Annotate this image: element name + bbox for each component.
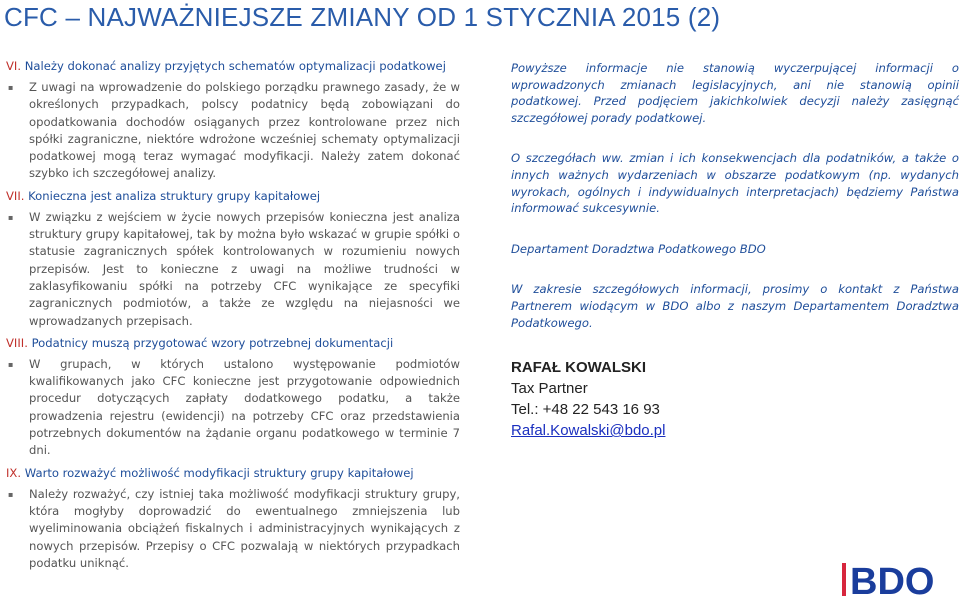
bullet-icon: ▪	[8, 212, 14, 222]
contact-name: RAFAŁ KOWALSKI	[511, 359, 646, 377]
disclaimer-text: Powyższe informacje nie stanowią wyczerpującej informacji o wprowadzonych zmianach legislacyjnych, ani nie stanowią opinii podatkowej. Przed podjęciem jakichkolwiek decyzji należy zasięgnąć szczegółowej porady podatkowej.	[511, 61, 959, 125]
section-number: IX.	[6, 465, 22, 480]
bdo-logo-text: BDO	[850, 561, 935, 598]
section-heading	[6, 58, 460, 74]
section-number: VIII.	[6, 335, 28, 350]
bullet-item	[6, 486, 460, 572]
bullet-text: W grupach, w których ustalono występowanie podmiotów kwalifikowanych jako CFC konieczne jest przygotowanie odpowiednich procedur dotyczących zapłaty dodatkowego podatku, a także prowadzenia rejestru (ewidencji) na potrzeby CFC oraz przedstawienia potrzebnych dokumentów na żądanie organu podatkowego w terminie 7 dni.	[29, 356, 460, 458]
section-viii	[6, 335, 460, 460]
contact-email-link[interactable]: Rafal.Kowalski@bdo.pl	[511, 422, 666, 440]
bullet-item	[6, 79, 460, 183]
bullet-icon: ▪	[8, 489, 14, 499]
left-column	[6, 58, 460, 577]
right-column	[511, 60, 959, 441]
contact-card	[511, 357, 959, 441]
bullet-icon: ▪	[8, 83, 14, 92]
section-number: VI.	[6, 59, 22, 73]
section-vi	[6, 58, 460, 183]
section-heading-text: Podatnicy muszą przygotować wzory potrzebnej dokumentacji	[31, 335, 394, 350]
page-title: CFC – NAJWAŻNIEJSZE ZMIANY OD 1 STYCZNIA 2015 (2)	[4, 2, 721, 32]
section-heading	[6, 335, 460, 351]
section-ix	[6, 465, 460, 572]
bullet-icon: ▪	[8, 359, 14, 369]
section-heading-text: Należy dokonać analizy przyjętych schematów optymalizacji podatkowej	[24, 59, 446, 73]
section-heading-text: Konieczna jest analiza struktury grupy kapitałowej	[28, 188, 321, 203]
bullet-text: Z uwagi na wprowadzenie do polskiego porządku prawnego zasady, że w określonych przypadkach, polscy podatnicy będą zobowiązani do opodatkowania dochodów osiąganych przez kontrolowane przez nich spółki zagraniczne, niektóre wdrożone wcześniej schematy optymalizacji podatkowej mogą teraz wymagać modyfikacji. Należy zatem dokonać szybko ich szczegółowej analizy.	[29, 80, 460, 181]
bullet-item	[6, 356, 460, 460]
section-heading-text: Warto rozważyć możliwość modyfikacji struktury grupy kapitałowej	[24, 465, 414, 480]
bullet-text: Należy rozważyć, czy istniej taka możliwość modyfikacji struktury grupy, która mogłyby doprowadzić do ewentualnego zmniejszenia lub wyeliminowania obciążeń fiskalnych i administracyjnych wynikających z nowych przepisów. Przepisy o CFC pozwalają w niektórych przypadkach podatku uniknąć.	[29, 486, 460, 570]
section-vii	[6, 188, 460, 330]
section-heading	[6, 465, 460, 481]
contact-phone[interactable]: Tel.: +48 22 543 16 93	[511, 401, 660, 419]
details-text: O szczegółach ww. zmian i ich konsekwencjach dla podatników, a także o innych ważnych wydarzeniach w obszarze podatkowym (np. wydanych wyrokach, ogólnych i indywidualnych interpretacjach) będziemy Państwa informować sukcesywnie.	[511, 151, 959, 216]
section-heading	[6, 188, 460, 204]
section-number: VII.	[6, 188, 25, 203]
bullet-item	[6, 209, 460, 330]
department-name: Departament Doradztwa Podatkowego BDO	[511, 241, 766, 256]
bdo-logo	[842, 560, 960, 598]
contact-role: Tax Partner	[511, 380, 588, 398]
bullet-text: W związku z wejściem w życie nowych przepisów konieczna jest analiza struktury grupy kapitałowej, tak by można było wskazać w grupie spółki o statusie zagranicznych spółek kontrolowanych w rozumieniu nowych przepisów. Jest to konieczne z uwagi na możliwe trudności w zaklasyfikowaniu spółki na potrzeby CFC wynikające ze specyfiki zagranicznych podmiotów, a także ze względu na niejasności we wprowadzanych przepisach.	[29, 209, 460, 328]
contact-intro: W zakresie szczegółowych informacji, prosimy o kontakt z Państwa Partnerem wiodącym w BDO albo z naszym Departamentem Doradztwa Podatkowego.	[511, 282, 959, 330]
